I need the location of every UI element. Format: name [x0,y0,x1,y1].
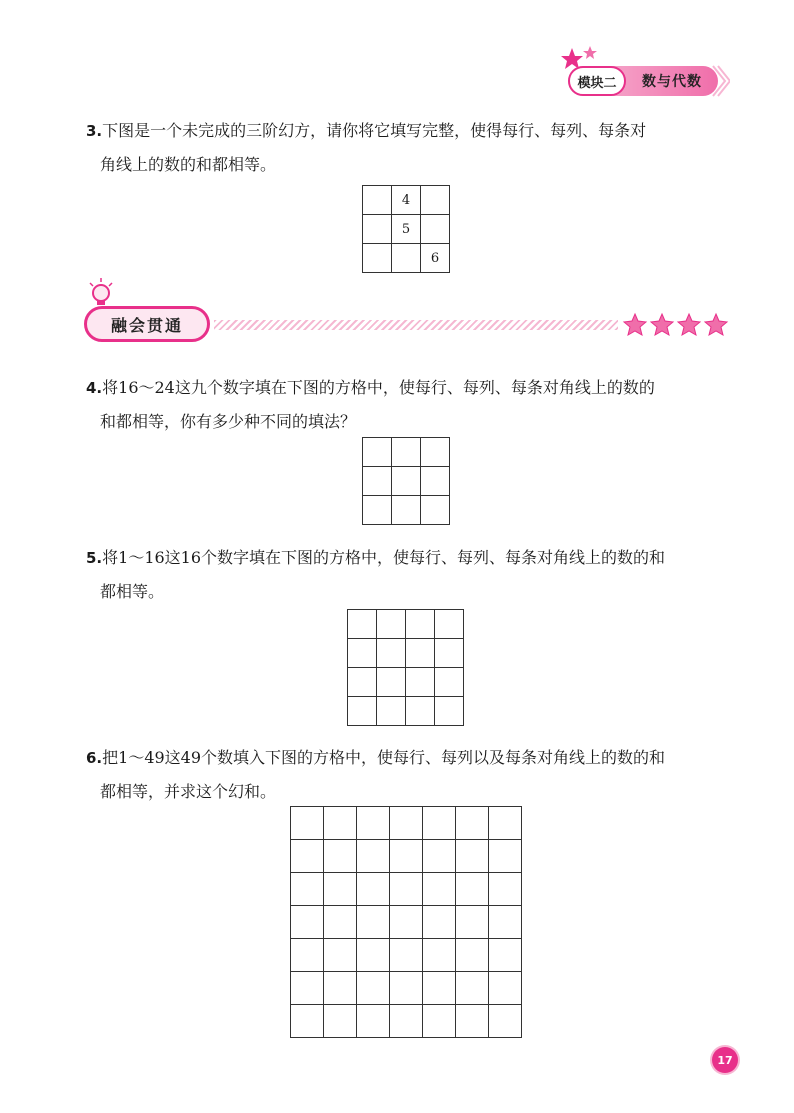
grid-cell[interactable] [406,697,435,726]
grid-cell[interactable] [456,906,489,939]
grid-cell[interactable] [390,807,423,840]
grid-cell[interactable] [423,939,456,972]
grid-cell[interactable] [392,467,421,496]
grid-cell[interactable] [390,939,423,972]
grid-cell[interactable] [363,467,392,496]
grid-cell[interactable] [435,610,464,639]
grid-cell[interactable] [363,438,392,467]
grid-cell[interactable] [291,873,324,906]
grid-cell[interactable] [357,972,390,1005]
grid-cell[interactable] [456,1005,489,1038]
grid-cell[interactable] [489,873,522,906]
magic-square-3x3-partial [362,185,450,273]
grid-cell[interactable] [324,840,357,873]
grid-cell[interactable] [357,840,390,873]
four-stars-icon [622,312,732,338]
grid-cell[interactable] [291,939,324,972]
problem-text: 下图是一个未完成的三阶幻方，请你将它填写完整，使得每行、每列、每条对 [102,121,647,140]
grid-cell[interactable] [435,639,464,668]
grid-cell[interactable] [363,186,392,215]
grid-cell[interactable] [489,939,522,972]
grid-cell[interactable] [291,906,324,939]
grid-cell[interactable] [421,467,450,496]
grid-cell[interactable] [357,906,390,939]
module-badge [560,62,728,100]
grid-cell[interactable] [421,215,450,244]
grid-cell[interactable] [357,1005,390,1038]
grid-cell[interactable] [357,873,390,906]
grid-cell[interactable] [392,244,421,273]
grid-cell[interactable] [348,610,377,639]
grid-cell[interactable] [423,807,456,840]
grid-cell[interactable] [435,697,464,726]
grid-cell[interactable] [348,697,377,726]
grid-cell[interactable] [456,939,489,972]
grid-cell[interactable] [324,972,357,1005]
grid-cell[interactable] [421,186,450,215]
grid-cell[interactable] [421,496,450,525]
grid-cell[interactable] [291,840,324,873]
lightbulb-icon [86,278,116,308]
problem-6 [86,741,734,808]
grid-cell[interactable] [489,807,522,840]
grid-cell[interactable] [390,972,423,1005]
banner-stripes [214,320,618,330]
problem-number: 6. [86,749,103,767]
grid-cell[interactable] [377,697,406,726]
problem-text: 角线上的数的和都相等。 [100,155,277,174]
problem-text: 都相等。 [100,582,165,601]
grid-cell[interactable] [489,1005,522,1038]
grid-cell[interactable] [363,215,392,244]
grid-cell[interactable] [423,1005,456,1038]
grid-cell[interactable] [291,807,324,840]
empty-grid-7x7 [290,806,522,1038]
empty-grid-3x3 [362,437,450,525]
topic-label: 数与代数 [642,74,702,90]
grid-cell[interactable] [423,840,456,873]
grid-cell[interactable] [390,906,423,939]
chevron-right-icon [710,64,730,98]
grid-cell[interactable]: 6 [421,244,450,273]
problem-number: 3. [86,122,103,140]
empty-grid-4x4 [347,609,464,726]
problem-number: 5. [86,549,103,567]
grid-cell[interactable] [377,668,406,697]
problem-text: 将1～16这16个数字填在下图的方格中，使每行、每列、每条对角线上的数的和 [102,548,666,567]
grid-cell[interactable] [291,972,324,1005]
grid-cell[interactable]: 4 [392,186,421,215]
grid-cell[interactable] [363,496,392,525]
page-number: 17 [712,1047,738,1073]
grid-cell[interactable] [357,807,390,840]
grid-cell[interactable] [423,972,456,1005]
grid-cell[interactable] [390,873,423,906]
grid-cell[interactable]: 5 [392,215,421,244]
grid-cell[interactable] [377,610,406,639]
problem-3 [86,114,734,181]
section-title: 融会贯通 [84,306,210,342]
grid-cell[interactable] [348,668,377,697]
grid-cell[interactable] [456,873,489,906]
grid-cell[interactable] [357,939,390,972]
grid-cell[interactable] [377,639,406,668]
grid-cell[interactable] [489,840,522,873]
grid-cell[interactable] [406,639,435,668]
problem-text: 将16～24这九个数字填在下图的方格中，使每行、每列、每条对角线上的数的 [102,378,655,397]
grid-cell[interactable] [406,610,435,639]
grid-cell[interactable] [489,972,522,1005]
problem-5 [86,541,734,608]
grid-cell[interactable] [421,438,450,467]
grid-cell[interactable] [423,873,456,906]
grid-cell[interactable] [456,972,489,1005]
grid-cell[interactable] [423,906,456,939]
grid-cell[interactable] [390,840,423,873]
grid-cell[interactable] [392,496,421,525]
grid-cell[interactable] [435,668,464,697]
grid-cell[interactable] [324,1005,357,1038]
grid-cell[interactable] [348,639,377,668]
grid-cell[interactable] [291,1005,324,1038]
section-banner [80,278,740,344]
grid-cell[interactable] [456,840,489,873]
grid-cell[interactable] [324,807,357,840]
grid-cell[interactable] [363,244,392,273]
problem-text: 把1～49这49个数填入下图的方格中，使每行、每列以及每条对角线上的数的和 [102,748,666,767]
problem-text: 都相等，并求这个幻和。 [100,782,277,801]
problem-number: 4. [86,379,103,397]
grid-cell[interactable] [489,906,522,939]
grid-cell[interactable] [324,939,357,972]
grid-cell[interactable] [324,906,357,939]
grid-cell[interactable] [392,438,421,467]
module-label: 模块二 [568,66,626,96]
problem-4 [86,371,734,438]
grid-cell[interactable] [406,668,435,697]
grid-cell[interactable] [390,1005,423,1038]
problem-text: 和都相等，你有多少种不同的填法？ [100,412,357,431]
grid-cell[interactable] [324,873,357,906]
grid-cell[interactable] [456,807,489,840]
